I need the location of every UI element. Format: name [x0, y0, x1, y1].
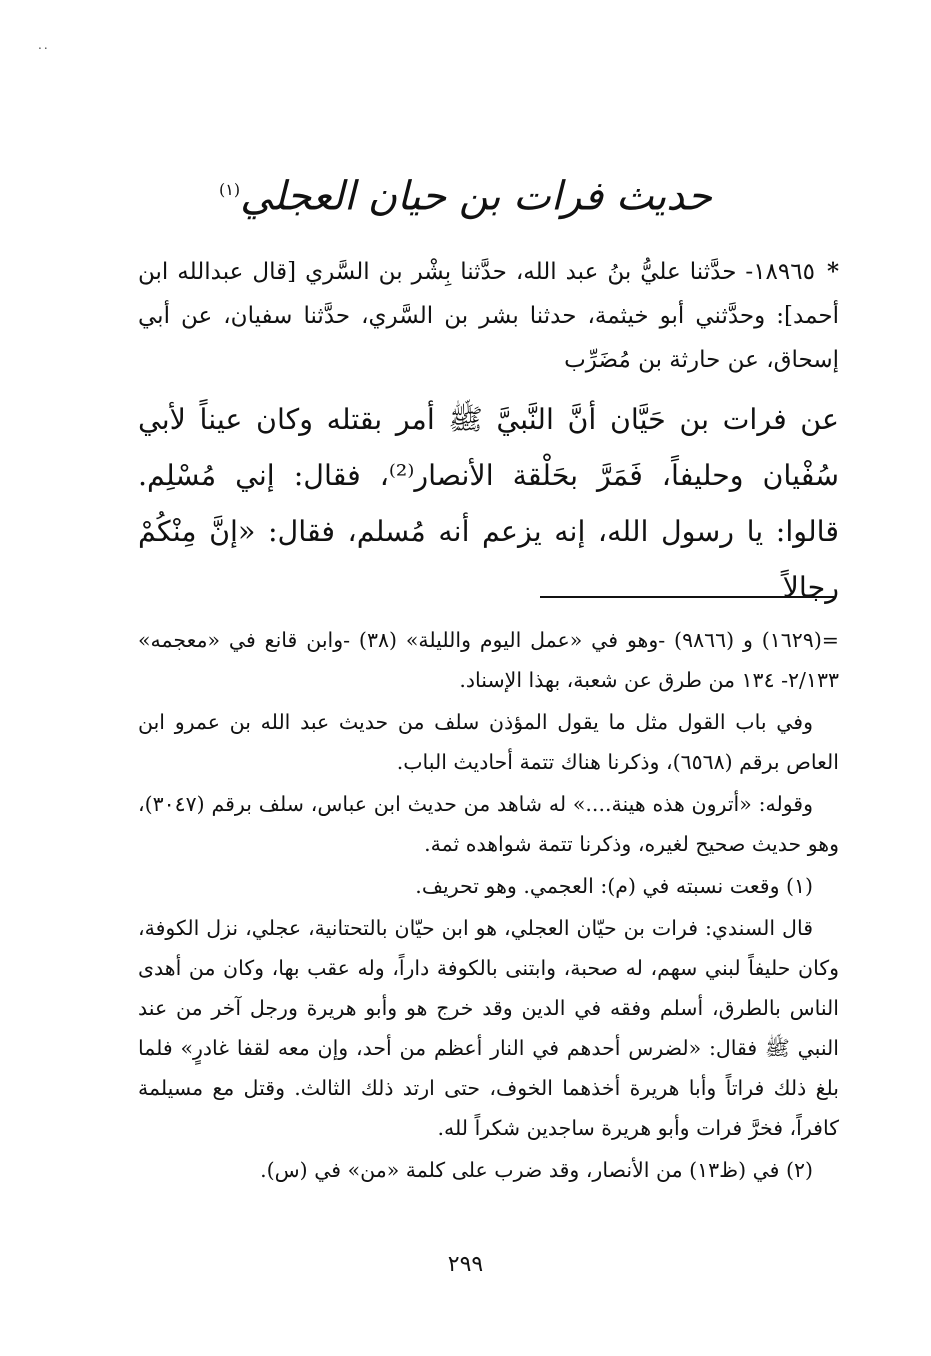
- isnad-paragraph: [138, 250, 839, 382]
- footnotes: [138, 620, 839, 1192]
- footnote-paragraph: قال السندي: فرات بن حيّان العجلي، هو ابن حيّان بالتحتانية، عجلي، نزل الكوفة، وكان حليفاً لبني سهم، له صحبة، وابتنى بالكوفة داراً، وله عقب بها، وكان من أهدى الناس بالطرق، أسلم وفقه في الدين وقد خرج هو وأبو هريرة ورجل آخر من عند النبي ﷺ فقال: «لضرس أحدهم في النار أعظم من أحد، وإن معه لقفا غادرٍ» فلما بلغ ذلك فراتاً وأبا هريرة أخذهما الخوف، حتى ارتد ذلك الثالث. وقتل مع مسيلمة كافراً، فخرَّ فرات وأبو هريرة ساجدين شكراً لله.: [138, 916, 839, 1140]
- hadith-marker: *: [826, 258, 839, 285]
- hadith-text: عن فرات بن حَيَّان أنَّ النَّبيَّ ﷺ أمر بقتله وكان عيناً لأبي سُفْيان وحليفاً، فَمَرَّ بحَلْقة الأنصار⁽²⁾، فقال: إني مُسْلِم. قالوا: يا رسول الله، إنه يزعم أنه مُسلم، فقال: «إنَّ مِنْكُمْ رجالاً: [138, 403, 840, 604]
- page-number: ٢٩٩: [447, 1252, 484, 1277]
- chapter-title-text: حديث فرات بن حيان العجلي: [240, 173, 712, 220]
- footnote-paragraph: وقوله: «أترون هذه هينة....» له شاهد من حديث ابن عباس، سلف برقم (٣٠٤٧)، وهو حديث صحيح لغيره، وذكرنا تتمة شواهده ثمة.: [138, 792, 839, 856]
- footnote-paragraph: وفي باب القول مثل ما يقول المؤذن سلف من حديث عبد الله بن عمرو ابن العاص برقم (٦٥٦٨)، وذكرنا هناك تتمة أحاديث الباب.: [138, 710, 839, 774]
- footnote-1: (١) وقعت نسبته في (م): العجمي. وهو تحريف.: [415, 874, 813, 898]
- footnote-2: (٢) في (ظ١٣) من الأنصار، وقد ضرب على كلمة «من» في (س).: [260, 1158, 813, 1182]
- chapter-title: [160, 150, 771, 230]
- corner-mark: ..: [38, 38, 50, 52]
- isnad-text: ١٨٩٦٥- حدَّثنا عليُّ بنُ عبد الله، حدَّثنا بِشْر بن السَّري [قال عبدالله ابن أحمد]: وحدَّثني أبو خيثمة، حدثنا بشر بن السَّري، حدَّثنا سفيان، عن أبي إسحاق، عن حارثة بن مُضَرِّب: [138, 259, 839, 373]
- title-footnote-ref: (١): [219, 180, 241, 199]
- footnote-continuation: =(١٦٢٩) و (٩٨٦٦) -وهو في «عمل اليوم والليلة» (٣٨) -وابن قانع في «معجمه» ٢/١٣٣- ١٣٤ من طرق عن شعبة، بهذا الإسناد.: [138, 628, 839, 692]
- footnote-divider: [540, 596, 834, 598]
